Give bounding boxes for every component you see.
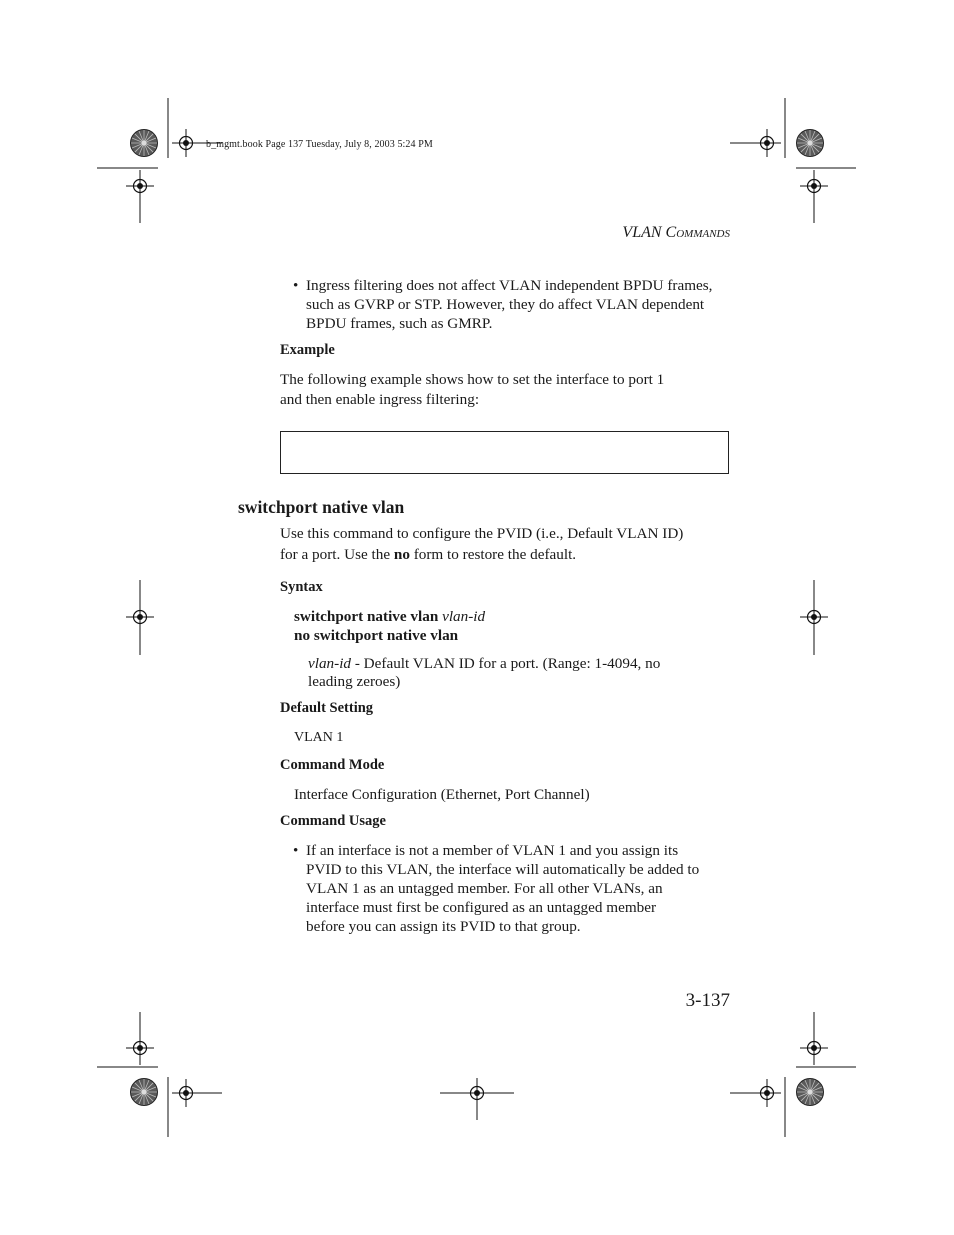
command-usage-bullet (293, 841, 736, 936)
syntax-command-2 (294, 626, 458, 645)
section-desc-line2 (280, 545, 576, 564)
syntax-command-1-name: switchport native vlan (294, 608, 439, 625)
usage-line: interface must first be configured as an untagged member (306, 899, 657, 916)
page-number: 3-137 (685, 990, 730, 1011)
usage-line: If an interface is not a member of VLAN 1 and you assign its (306, 842, 679, 859)
intro-bullet (293, 276, 726, 333)
default-setting-value: VLAN 1 (294, 730, 344, 745)
bullet-mark: • (293, 842, 299, 859)
desc-no-keyword: no (393, 546, 410, 563)
code-example-box (280, 431, 729, 474)
example-heading: Example (280, 342, 335, 358)
section-title: switchport native vlan (238, 497, 405, 517)
usage-line: before you can assign its PVID to that group. (306, 918, 581, 935)
command-mode-value: Interface Configuration (Ethernet, Port Channel) (294, 786, 590, 803)
default-setting-heading: Default Setting (280, 700, 374, 716)
running-head-main: VLAN C (622, 224, 677, 241)
example-text-line1: The following example shows how to set the interface to port 1 (280, 371, 665, 388)
usage-line: VLAN 1 as an untagged member. For all other VLANs, an (306, 880, 663, 897)
param-name: vlan-id (308, 655, 352, 672)
syntax-command-1 (294, 607, 485, 626)
param-line2: leading zeroes) (308, 673, 401, 690)
bullet-mark: • (293, 277, 299, 294)
param-desc: - Default VLAN ID for a port. (Range: 1-4094, no (351, 655, 661, 672)
desc-text-end: form to restore the default. (409, 546, 577, 563)
param-line1 (308, 654, 660, 673)
usage-line: PVID to this VLAN, the interface will automatically be added to (306, 861, 700, 878)
section-desc-line1: Use this command to configure the PVID (i.e., Default VLAN ID) (280, 525, 684, 542)
file-slug: b_mgmt.book Page 137 Tuesday, July 8, 2003 5:24 PM (206, 139, 433, 150)
command-mode-heading: Command Mode (280, 757, 385, 773)
example-text-line2: and then enable ingress filtering: (280, 391, 480, 408)
running-head (560, 224, 730, 242)
command-usage-heading: Command Usage (280, 813, 386, 829)
syntax-command-2-name: no switchport native vlan (294, 627, 459, 644)
running-head-smallcaps: OMMANDS (676, 228, 730, 240)
syntax-heading: Syntax (280, 579, 323, 595)
intro-bullet-text: Ingress filtering does not affect VLAN independent BPDU frames, such as GVRP or STP. However, they do affect VLAN dependent BPDU frames, such as GMRP. (306, 277, 713, 332)
desc-text: for a port. Use the (280, 546, 394, 563)
syntax-command-1-param: vlan-id (442, 608, 486, 625)
